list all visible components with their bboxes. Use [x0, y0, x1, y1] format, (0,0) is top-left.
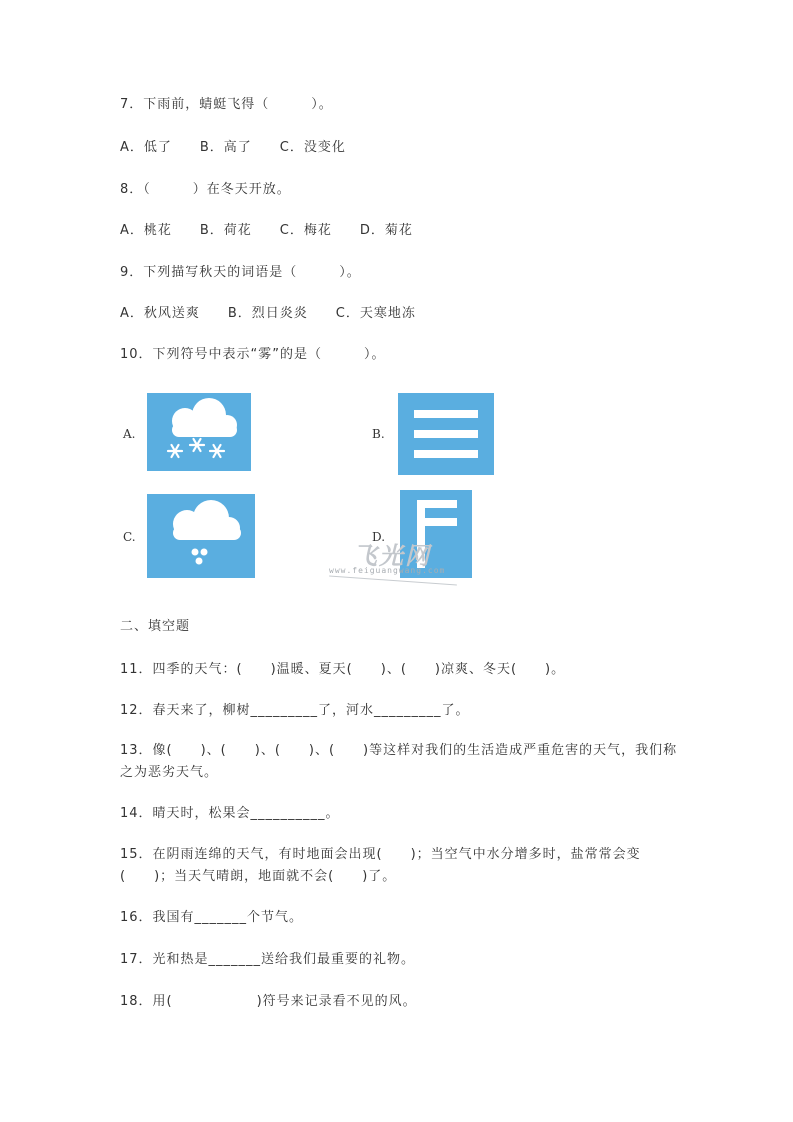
question-13: 13．像( )、( )、( )、( )等这样对我们的生活造成严重危害的天气，我们称之为恶劣天气。: [120, 743, 678, 780]
question-18: 18．用( )符号来记录看不见的风。: [120, 994, 417, 1009]
option-b-label: B.: [372, 427, 385, 441]
question-12: 12．春天来了，柳树_________了，河水_________了。: [120, 703, 470, 718]
question-17: 17．光和热是_______送给我们最重要的礼物。: [120, 952, 416, 967]
question-8: 8．（ ）在冬天开放。: [120, 182, 291, 197]
question-7: 7．下雨前，蜻蜓飞得（ ）。: [120, 97, 333, 112]
question-11: 11．四季的天气：( )温暖、夏天( )、( )凉爽、冬天( )。: [120, 662, 566, 677]
wind-flag-icon: [400, 490, 472, 578]
watermark-brand: 飞光网: [353, 542, 431, 570]
question-14: 14．晴天时，松果会__________。: [120, 806, 340, 821]
question-8-options: A．桃花 B．荷花 C．梅花 D．菊花: [120, 223, 413, 238]
hail-cloud-icon: [147, 494, 255, 578]
question-9-options: A．秋风送爽 B．烈日炎炎 C．天寒地冻: [120, 306, 416, 321]
fog-lines-icon: [398, 393, 494, 475]
question-10: 10．下列符号中表示“雾”的是（ ）。: [120, 347, 386, 362]
question-9: 9．下列描写秋天的词语是（ ）。: [120, 265, 361, 280]
question-15: 15．在阴雨连绵的天气，有时地面会出现( )；当空气中水分增多时，盐常常会变( )；当天气晴朗，地面就不会( )了。: [120, 847, 641, 884]
section-heading: 二、填空题: [120, 619, 191, 634]
option-c-label: C.: [123, 530, 136, 544]
option-d-label: D.: [372, 530, 386, 544]
question-7-options: A．低了 B．高了 C．没变化: [120, 140, 346, 155]
snow-cloud-icon: [147, 393, 251, 471]
watermark-url: www.feiguangwang.com: [329, 566, 446, 575]
question-16: 16．我国有_______个节气。: [120, 910, 304, 925]
option-a-label: A.: [123, 427, 136, 441]
